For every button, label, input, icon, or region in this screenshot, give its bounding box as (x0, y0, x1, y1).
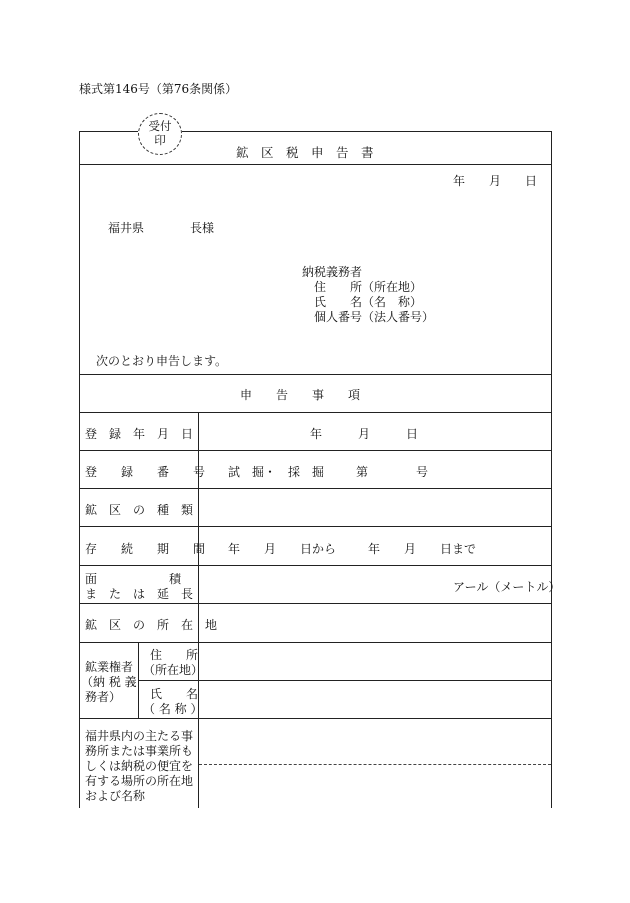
row-line-4 (80, 565, 552, 566)
row-line-6 (80, 642, 552, 643)
office-label-5: および名称 (85, 789, 146, 803)
holder-address-2: （所在地） (143, 663, 204, 677)
taxpayer-heading: 納税義務者 (302, 265, 363, 279)
holder-mid-line (138, 680, 552, 681)
reg-date-value: 年 月 日 (310, 427, 419, 441)
form-number: 様式第146号（第76条関係） (79, 82, 238, 96)
area-unit: アール（メートル） (453, 580, 561, 594)
taxpayer-number: 個人番号（法人番号） (314, 310, 435, 324)
section-title: 申 告 事 項 (240, 388, 361, 402)
addressee-prefecture: 福井県 (108, 221, 145, 235)
stamp-label-top: 受付 (148, 119, 172, 133)
row-line-7 (80, 718, 552, 719)
mine-type-label: 鉱 区 の 種 類 (85, 503, 194, 517)
title-bottom-line (80, 164, 552, 165)
office-label-1: 福井県内の主たる事 (85, 729, 194, 743)
filing-date: 年 月 日 (453, 174, 538, 188)
holder-label-2: （納 税 義 (81, 675, 137, 689)
intro-text: 次のとおり申告します。 (96, 354, 228, 368)
document-title: 鉱 区 税 申 告 書 (236, 145, 374, 160)
reg-number-type: 試 掘・ 採 掘 (228, 465, 325, 479)
duration-to: 年 月 日まで (368, 542, 477, 556)
holder-label-1: 鉱業権者 (85, 660, 134, 674)
holder-name-2: （ 名 称 ） (143, 702, 203, 716)
reg-date-label: 登 録 年 月 日 (85, 427, 194, 441)
row-line-2 (80, 488, 552, 489)
row-line-1 (80, 450, 552, 451)
location-label: 鉱 区 の 所 在 地 (85, 618, 218, 632)
stamp-label-bottom: 印 (154, 133, 166, 147)
addressee-suffix: 長様 (190, 221, 215, 235)
reg-number-no: 第 (356, 465, 369, 479)
taxpayer-address: 住 所（所在地） (314, 280, 423, 294)
holder-label-3: 務者） (85, 690, 122, 704)
intro-bottom-line (80, 374, 552, 375)
office-dashed-line (199, 764, 551, 765)
reception-stamp (138, 113, 182, 155)
reg-number-suffix: 号 (416, 465, 429, 479)
area-label-1: 面 積 (85, 572, 182, 586)
frame-top-left (80, 131, 138, 132)
row-line-5 (80, 603, 552, 604)
frame-left (79, 131, 80, 808)
duration-from: 年 月 日から (228, 542, 337, 556)
reg-number-label: 登 録 番 号 (85, 465, 206, 479)
holder-name-1: 氏 名 (150, 687, 199, 701)
office-label-3: しくは納税の便宜を (85, 759, 194, 773)
taxpayer-name: 氏 名（名 称） (314, 295, 423, 309)
area-label-2: ま た は 延 長 (85, 587, 194, 601)
holder-address-1: 住 所 (150, 648, 199, 662)
frame-top-right (182, 131, 552, 132)
office-label-4: 有する場所の所在地 (85, 774, 194, 788)
section-bottom-line (80, 412, 552, 413)
frame-right (551, 131, 552, 808)
row-line-3 (80, 526, 552, 527)
office-label-2: 務所または事業所も (85, 744, 194, 758)
duration-label: 存 続 期 間 (85, 542, 206, 556)
